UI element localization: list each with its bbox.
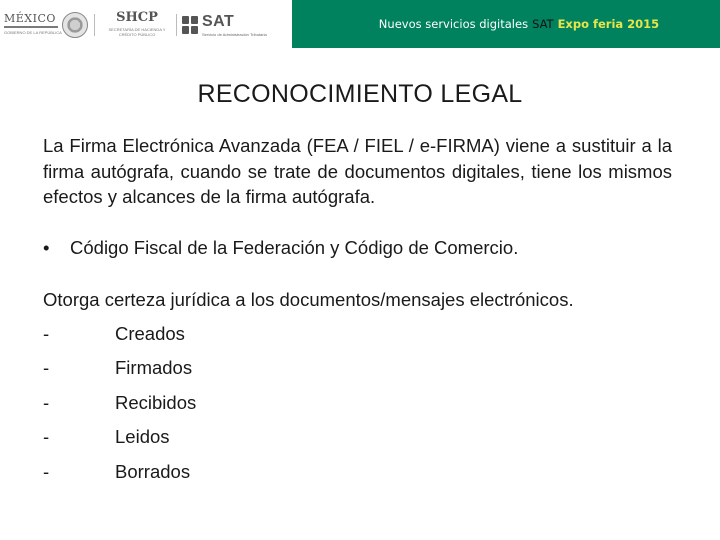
bullet-item <box>43 235 672 260</box>
banner-text-sat: SAT <box>532 17 554 31</box>
list-item: - Leidos <box>43 424 672 459</box>
list-item: - Borrados <box>43 459 672 494</box>
document-states-list <box>43 321 672 494</box>
list-item-text: Creados <box>115 322 185 344</box>
list-item-text: Firmados <box>115 357 193 378</box>
statement-text: Otorga certeza jurídica a los documentos/mensajes electrónicos. <box>43 288 574 310</box>
shcp-logo-word: SHCP <box>116 10 158 25</box>
bullet-text: Código Fiscal de la Federación y Código de Comercio. <box>70 236 519 258</box>
list-item-text: Borrados <box>115 460 191 482</box>
sat-logo-subtitle: Servicio de Administración Tributaria <box>202 32 267 37</box>
list-item: - Firmados <box>43 355 672 390</box>
list-item: - Creados <box>43 321 672 356</box>
mexico-logo <box>4 12 62 42</box>
national-seal-icon <box>62 12 88 38</box>
shcp-logo <box>102 10 172 40</box>
logo-divider <box>176 14 177 36</box>
list-item: - Recibidos <box>43 390 672 425</box>
logo-divider <box>94 14 95 36</box>
shcp-logo-subtitle: SECRETARÍA DE HACIENDA Y CRÉDITO PÚBLICO <box>108 27 166 37</box>
list-item-text: Recibidos <box>115 391 197 413</box>
mexico-logo-rule <box>4 26 58 28</box>
sat-mark-icon <box>182 16 198 34</box>
banner-text-expo: Expo feria 2015 <box>557 17 660 31</box>
slide-body <box>43 133 672 493</box>
slide-title: RECONOCIMIENTO LEGAL <box>197 80 523 108</box>
sat-logo <box>182 14 290 40</box>
banner-text-services: Nuevos servicios digitales <box>378 17 529 31</box>
intro-paragraph: La Firma Electrónica Avanzada (FEA / FIEL / e-FIRMA) viene a sustituir a la firma autógrafa, cuando se trate de documentos digitales, tiene los mismos efectos y alcances de la firma autógrafa. <box>43 135 672 207</box>
mexico-logo-word: MÉXICO <box>4 12 56 25</box>
header-bar <box>0 0 720 48</box>
mexico-logo-subtitle: GOBIERNO DE LA REPÚBLICA <box>4 30 62 35</box>
logo-strip <box>0 0 292 48</box>
event-banner <box>292 0 720 48</box>
list-item-text: Leidos <box>115 426 170 447</box>
sat-logo-word: SAT <box>202 13 235 30</box>
bullet-dot-icon: • <box>43 236 50 258</box>
